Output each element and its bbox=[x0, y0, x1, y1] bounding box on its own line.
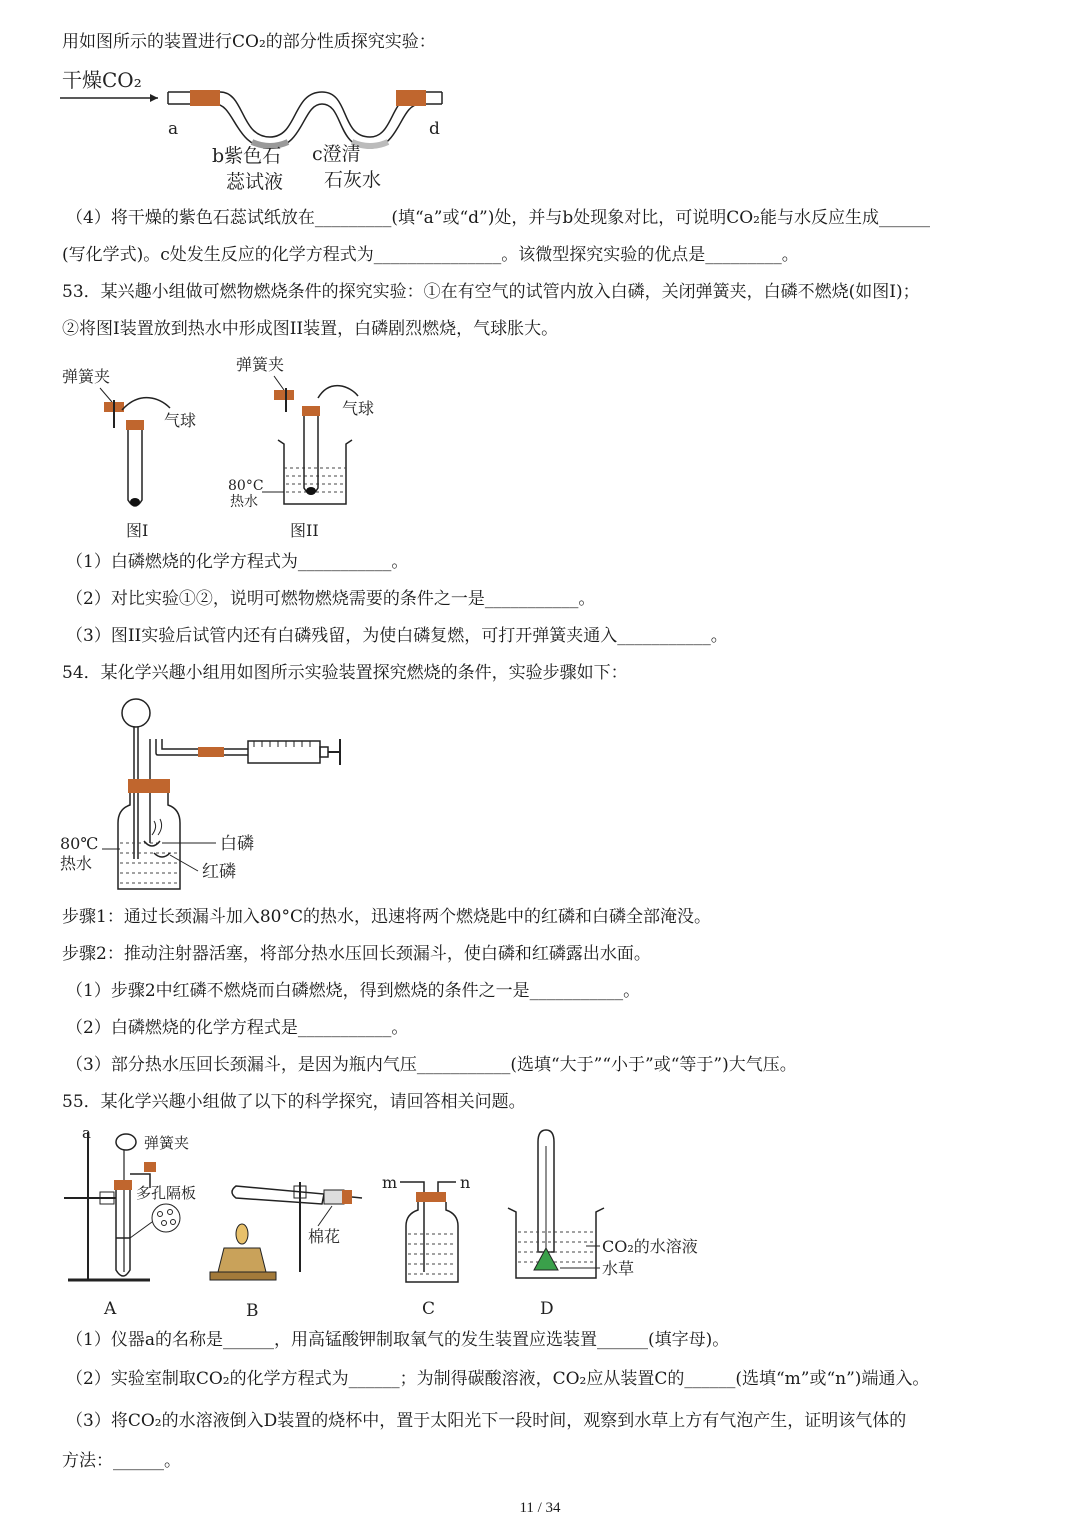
svg-text:图II: 图II bbox=[290, 521, 319, 540]
svg-text:水草: 水草 bbox=[602, 1259, 635, 1278]
svg-text:弹簧夹: 弹簧夹 bbox=[62, 367, 111, 386]
svg-text:棉花: 棉花 bbox=[308, 1227, 341, 1246]
fig1-clamp-right bbox=[396, 90, 426, 106]
svg-text:红磷: 红磷 bbox=[202, 862, 236, 882]
svg-text:CO₂的水溶液: CO₂的水溶液 bbox=[602, 1237, 698, 1256]
question-53: 53．某兴趣小组做可燃物燃烧条件的探究实验：①在有空气的试管内放入白磷，关闭弹簧夹，白磷不燃烧(如图I)； bbox=[62, 282, 920, 302]
figure-co2-tube bbox=[60, 62, 460, 196]
page-number: 11 / 34 bbox=[519, 1500, 561, 1516]
svg-text:C: C bbox=[422, 1299, 436, 1319]
svg-text:白磷: 白磷 bbox=[220, 834, 254, 854]
svg-text:b紫色石: b紫色石 bbox=[212, 145, 282, 167]
svg-text:a: a bbox=[82, 1124, 91, 1142]
svg-text:a: a bbox=[168, 119, 179, 139]
svg-text:弹簧夹: 弹簧夹 bbox=[144, 1134, 190, 1152]
figure-bottle-syringe bbox=[58, 693, 358, 895]
figure-apparatus-abcd bbox=[60, 1122, 740, 1322]
svg-text:气球: 气球 bbox=[342, 399, 375, 418]
svg-text:m: m bbox=[382, 1173, 398, 1192]
svg-text:D: D bbox=[540, 1299, 554, 1319]
fig1-clamp-left bbox=[190, 90, 220, 106]
svg-text:气球: 气球 bbox=[164, 411, 197, 430]
svg-text:c澄清: c澄清 bbox=[312, 143, 361, 165]
fig1-gas-label: 干燥CO₂ bbox=[62, 68, 142, 92]
svg-text:弹簧夹: 弹簧夹 bbox=[236, 355, 285, 374]
svg-text:80°C: 80°C bbox=[228, 478, 264, 494]
svg-text:A: A bbox=[104, 1299, 117, 1319]
svg-text:n: n bbox=[460, 1173, 471, 1192]
svg-text:80℃: 80℃ bbox=[60, 834, 99, 853]
question-54: 54．某化学兴趣小组用如图所示实验装置探究燃烧的条件，实验步骤如下： bbox=[62, 663, 628, 683]
svg-text:热水: 热水 bbox=[60, 854, 93, 873]
svg-text:石灰水: 石灰水 bbox=[324, 169, 382, 191]
question-55: 55．某化学兴趣小组做了以下的科学探究，请回答相关问题。 bbox=[62, 1092, 526, 1112]
svg-text:热水: 热水 bbox=[230, 494, 258, 510]
svg-text:蕊试液: 蕊试液 bbox=[226, 171, 284, 193]
svg-text:d: d bbox=[429, 119, 440, 139]
figure-test-tubes bbox=[60, 350, 390, 542]
svg-text:B: B bbox=[246, 1301, 259, 1321]
svg-text:多孔隔板: 多孔隔板 bbox=[136, 1184, 197, 1202]
svg-text:图I: 图I bbox=[126, 521, 149, 540]
intro-line: 用如图所示的装置进行CO₂的部分性质探究实验： bbox=[62, 32, 436, 52]
